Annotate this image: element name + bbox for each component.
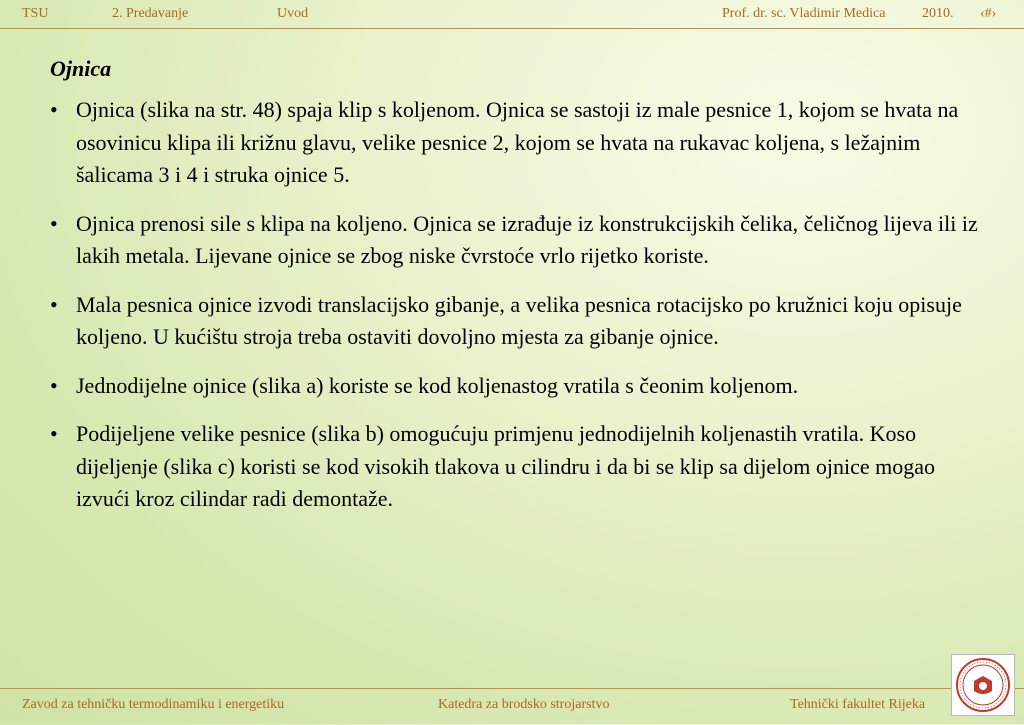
bullet-dot: • xyxy=(50,291,58,317)
bullet-dot: • xyxy=(50,421,58,446)
slide-content xyxy=(50,56,980,532)
footer-left: Zavod za tehničku termodinamiku i energetiku xyxy=(22,697,285,712)
bullet-item xyxy=(50,289,980,354)
bullet-item xyxy=(50,208,980,273)
bullet-dot: • xyxy=(50,97,58,122)
header-page-marker: ‹#› xyxy=(980,6,997,21)
slide-header xyxy=(0,0,1024,29)
header-year: 2010. xyxy=(922,6,954,21)
bullet-dot: • xyxy=(50,372,58,398)
slide-heading: Ojnica xyxy=(50,56,112,81)
bullet-text: Jednodijelne ojnice (slika a) koriste se kod koljenastog vratila s čeonim koljenom. xyxy=(76,372,799,398)
header-section: Uvod xyxy=(277,6,309,21)
bullet-text: Ojnica (slika na str. 48) spaja klip s koljenom. Ojnica se sastoji iz male pesnice 1, kojom se hvata na osovinicu klipa ili križnu glavu, velike pesnice 2, kojom se hvata na rukavac koljena, s ležajnim šalicama 3 i 4 i struka ojnice 5. xyxy=(76,97,959,187)
bullet-text: Podijeljene velike pesnice (slika b) omogućuju primjenu jednodijelnih koljenastih vratila. Koso dijeljenje (slika c) koristi se kod visokih tlakova u cilindru i da bi se klip sa dijelom ojnice mogao izvući kroz cilindar radi demontaže. xyxy=(76,421,936,511)
header-author: Prof. dr. sc. Vladimir Medica xyxy=(722,6,886,21)
bullet-list xyxy=(50,94,980,516)
seal-icon xyxy=(952,655,1014,715)
slide-footer xyxy=(0,688,1024,725)
bullet-text: Ojnica prenosi sile s klipa na koljeno. Ojnica se izrađuje iz konstrukcijskih čelika, čeličnog lijeva ili iz lakih metala. Lijevane ojnice se zbog niske čvrstoće vrlo rijetko koriste. xyxy=(76,210,978,268)
header-course: TSU xyxy=(22,6,49,21)
footer-right: Tehnički fakultet Rijeka xyxy=(790,697,926,712)
footer-center: Katedra za brodsko strojarstvo xyxy=(438,697,610,712)
header-lecture: 2. Predavanje xyxy=(112,6,189,21)
bullet-text: Mala pesnica ojnice izvodi translacijsko gibanje, a velika pesnica rotacijsko po kružnici koju opisuje koljeno. U kućištu stroja treba ostaviti dovoljno mjesta za gibanje ojnice. xyxy=(76,291,962,349)
university-seal-logo xyxy=(951,654,1015,716)
bullet-item xyxy=(50,94,980,192)
bullet-dot: • xyxy=(50,210,58,236)
bullet-item xyxy=(50,370,980,403)
bullet-item xyxy=(50,418,980,516)
